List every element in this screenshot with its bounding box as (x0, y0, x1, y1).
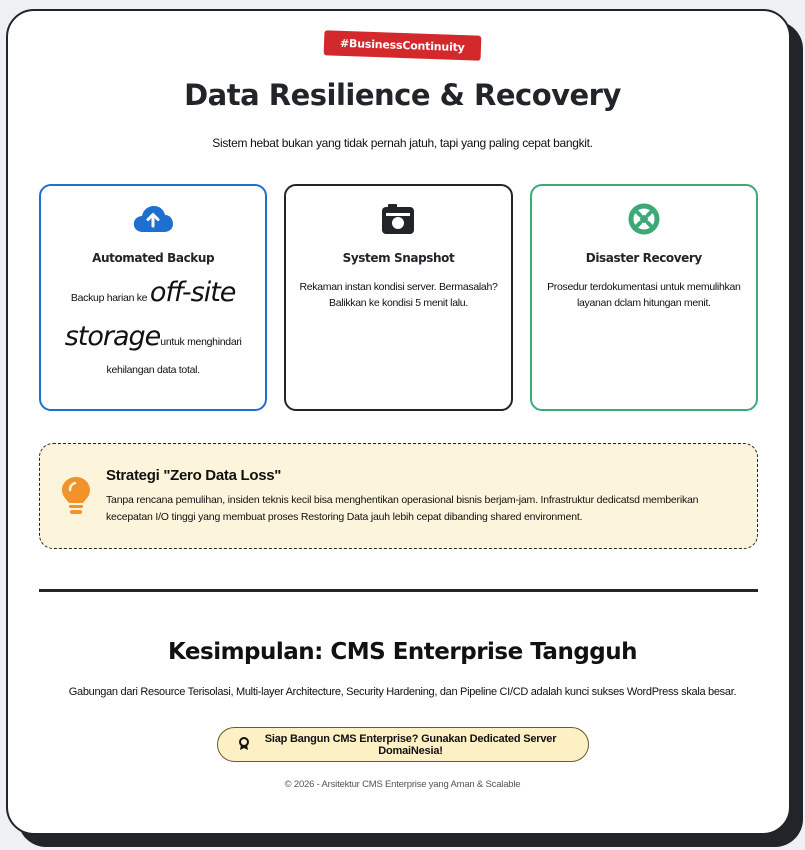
callout-title: Strategi "Zero Data Loss" (106, 466, 282, 484)
page-card (6, 9, 791, 835)
card-text-after: untuk menghindari kehilangan data total. (106, 336, 242, 376)
conclusion-title: Kesimpulan: CMS Enterprise Tangguh (167, 639, 638, 665)
cta-wrap (0, 727, 805, 762)
card-text-before: Backup harian ke (70, 292, 150, 304)
callout-body (106, 467, 737, 526)
card-text: Rekaman instan kondisi server. Bermasalah? Balikkan ke kondisi 5 menit lalu. (299, 281, 498, 309)
cta-label: Siap Bangun CMS Enterprise? Gunakan Dedicated Server DomaiNesia! (264, 732, 557, 757)
page-title: Data Resilience & Recovery (184, 78, 621, 112)
header-tag-wrap (0, 33, 805, 58)
cta-button[interactable] (217, 727, 589, 762)
card-title: Automated Backup (92, 251, 215, 265)
card-disaster-recovery (530, 184, 758, 411)
card-text (53, 271, 253, 381)
camera-icon (298, 202, 498, 236)
card-title: Disaster Recovery (585, 251, 702, 265)
card-text: Prosedur terdokumentasi untuk memulihkan layanan dclam hitungan menit. (547, 281, 741, 309)
card-automated-backup (39, 184, 267, 411)
lightbulb-icon (60, 476, 92, 516)
hashtag-badge: #BusinessContinuity (324, 30, 481, 60)
card-text-emphasis: off-site storage (64, 277, 236, 352)
callout-text: Tanpa rencana pemulihan, insiden teknis kecil bisa menghentikan operasional bisnis berjam-jam. Infrastruktur dedicatsd memberikan kecepatan I/O tinggi yang membuat proses Restoring Data jauh lebih cepat dibanding shared environment. (106, 493, 699, 523)
card-title: System Snapshot (342, 251, 455, 265)
section-divider (39, 589, 758, 592)
footer-copyright: © 2026 - Arsitektur CMS Enterprise yang Aman & Scalable (284, 779, 521, 790)
conclusion-text: Gabungan dari Resource Terisolasi, Multi-layer Architecture, Security Hardening, dan Pipeline CI/CD adalah kunci sukses WordPress skala besar. (68, 686, 737, 698)
award-icon (238, 737, 250, 753)
feature-cards (39, 184, 758, 411)
cloud-upload-icon (53, 202, 253, 236)
life-ring-icon (544, 202, 744, 236)
strategy-callout (39, 443, 758, 549)
page-subtitle: Sistem hebat bukan yang tidak pernah jatuh, tapi yang paling cepat bangkit. (212, 136, 593, 150)
card-system-snapshot (284, 184, 512, 411)
